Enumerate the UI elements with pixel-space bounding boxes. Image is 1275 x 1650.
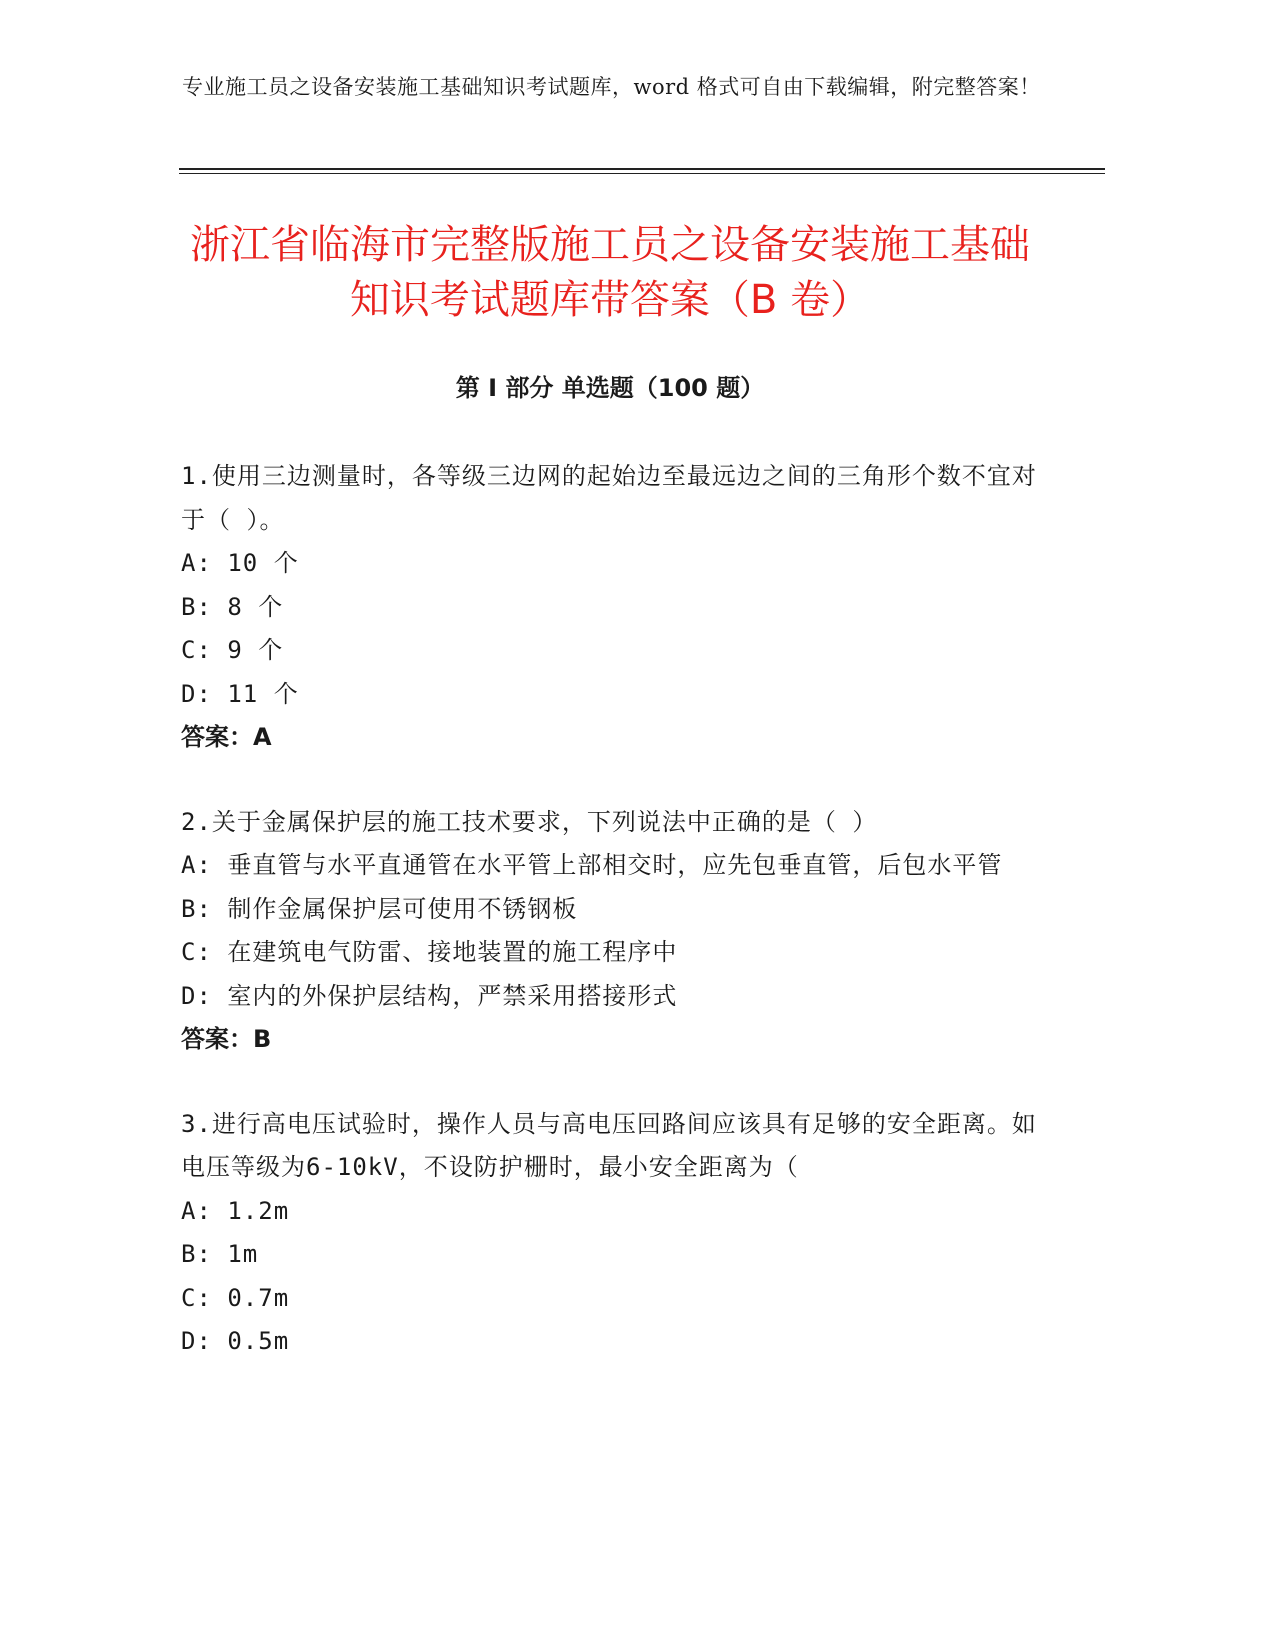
option-d: D: 11 个 xyxy=(181,679,299,708)
question-stem: 1.使用三边测量时，各等级三边网的起始边至最远边之间的三角形个数不宜对于（ ）。 xyxy=(181,462,1037,534)
question-answer: 答案：A xyxy=(181,723,272,751)
option-c: C: 在建筑电气防雷、接地装置的施工程序中 xyxy=(181,938,678,966)
question-1 xyxy=(181,455,1041,760)
option-c: C: 0.7m xyxy=(181,1283,290,1312)
option-a: A: 10 个 xyxy=(181,549,299,577)
question-3 xyxy=(181,1103,1041,1364)
header-note: 专业施工员之设备安装施工基础知识考试题库，word 格式可自由下载编辑，附完整答案！ xyxy=(182,75,1041,99)
header-rule-thick xyxy=(179,168,1105,170)
option-a: A: 垂直管与水平直通管在水平管上部相交时，应先包垂直管，后包水平管 xyxy=(181,851,1003,879)
document-title: 浙江省临海市完整版施工员之设备安装施工基础知识考试题库带答案（B 卷） xyxy=(190,222,1030,323)
option-a: A: 1.2m xyxy=(181,1196,290,1225)
question-stem: 2.关于金属保护层的施工技术要求，下列说法中正确的是（ ） xyxy=(181,807,878,836)
question-answer: 答案：B xyxy=(181,1025,272,1053)
section-heading: 第 I 部分 单选题（100 题） xyxy=(455,374,765,402)
option-d: D: 0.5m xyxy=(181,1327,290,1355)
option-d: D: 室内的外保护层结构，严禁采用搭接形式 xyxy=(181,981,678,1010)
option-c: C: 9 个 xyxy=(181,636,284,664)
option-b: B: 8 个 xyxy=(181,592,284,621)
header-rule-thin xyxy=(179,173,1105,174)
question-stem: 3.进行高电压试验时，操作人员与高电压回路间应该具有足够的安全距离。如电压等级为6-10kV，不设防护栅时，最小安全距离为（ xyxy=(181,1109,1037,1181)
question-list xyxy=(181,455,1041,1405)
option-b: B: 制作金属保护层可使用不锈钢板 xyxy=(181,894,578,923)
question-2 xyxy=(181,801,1041,1062)
option-b: B: 1m xyxy=(181,1240,259,1268)
